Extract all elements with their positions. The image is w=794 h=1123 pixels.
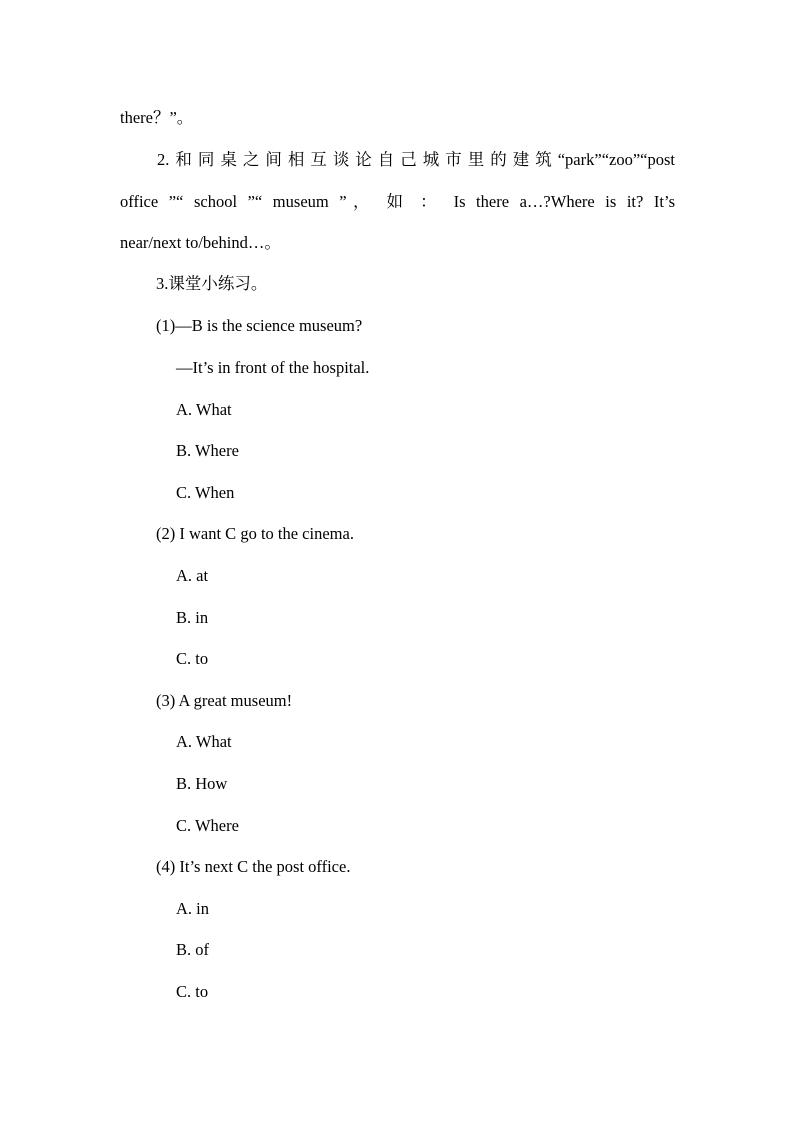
question-1-response: —It’s in front of the hospital.: [176, 358, 370, 377]
question-2-stem: (2) I want C go to the cinema.: [156, 524, 354, 543]
question-1-stem: (1)—B is the science museum?: [156, 316, 363, 335]
question-2-option-a: A. at: [176, 566, 209, 585]
question-4-option-b: B. of: [176, 940, 209, 959]
question-1-option-c: C. When: [176, 483, 235, 502]
question-1-option-b: B. Where: [176, 441, 239, 460]
question-2-option-b: B. in: [176, 608, 209, 627]
question-1-option-a: A. What: [176, 400, 232, 419]
question-4-option-c: C. to: [176, 982, 209, 1001]
question-4-option-a: A. in: [176, 899, 209, 918]
question-4-stem: (4) It’s next C the post office.: [156, 857, 351, 876]
task-2-line-2: office ”“ school ”“ museum ”， 如 ： Is there a…?Where is it? It’s: [120, 192, 675, 211]
question-3-option-b: B. How: [176, 774, 228, 793]
task-2-line-1: 2.和同桌之间相互谈论自己城市里的建筑“park”“zoo”“post: [157, 150, 675, 169]
question-3-option-c: C. Where: [176, 816, 239, 835]
paragraph-continuation: there？”。: [120, 108, 194, 127]
task-3-heading: 3.课堂小练习。: [156, 274, 268, 293]
question-3-option-a: A. What: [176, 732, 232, 751]
task-2-line-3: near/next to/behind…。: [120, 233, 281, 252]
question-2-option-c: C. to: [176, 649, 209, 668]
question-3-stem: (3) A great museum!: [156, 691, 293, 710]
